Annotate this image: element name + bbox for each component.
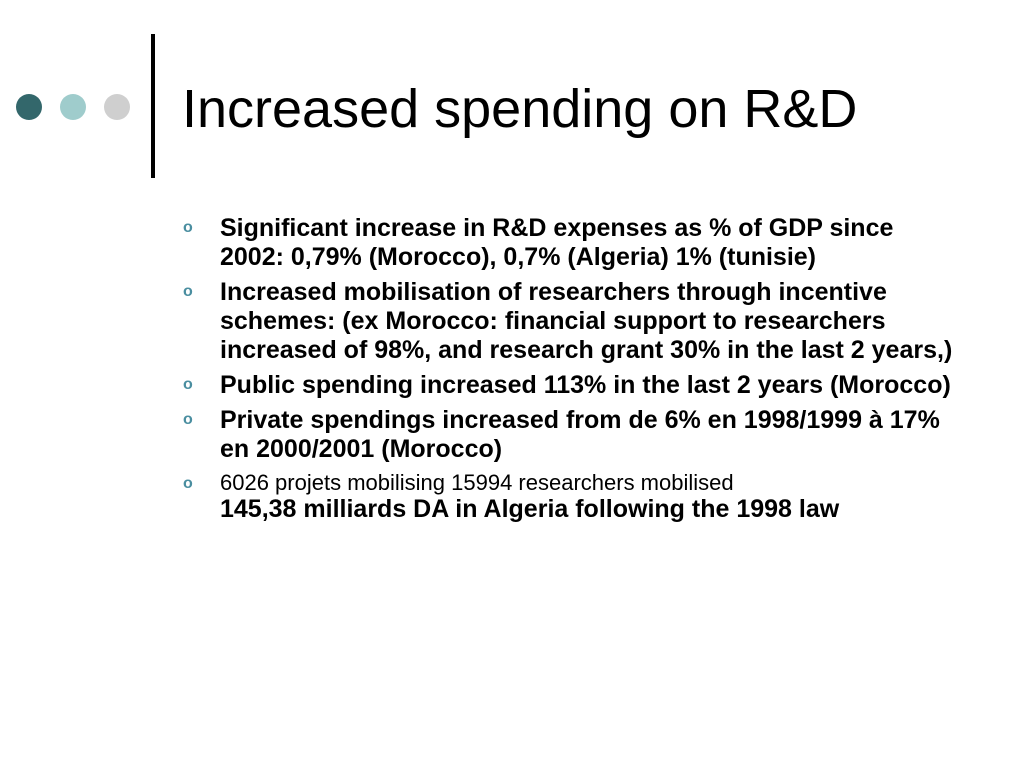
dot-grey: [104, 94, 130, 120]
bullet-item: [183, 214, 953, 272]
bullet-text: Public spending increased 113% in the last 2 years (Morocco): [220, 371, 951, 399]
bullet-marker-icon: o: [183, 283, 193, 300]
bullet-text-line1: 6026 projets mobilising 15994 researchers mobilised: [220, 470, 734, 495]
bullet-marker-icon: o: [183, 219, 193, 236]
dot-dark-teal: [16, 94, 42, 120]
bullet-text: Increased mobilisation of researchers through incentive schemes: (ex Morocco: financial support to researchers increased of 98%, and research grant 30% in the last 2 years,): [220, 278, 953, 364]
bullet-item: [183, 278, 953, 365]
decorative-dots: [16, 94, 136, 122]
bullet-item: [183, 371, 953, 400]
dot-light-teal: [60, 94, 86, 120]
bullet-item: [183, 406, 953, 464]
bullet-marker-icon: o: [183, 376, 193, 393]
bullet-marker-icon: o: [183, 475, 193, 492]
bullet-list: [183, 214, 953, 530]
slide-title: Increased spending on R&D: [182, 79, 858, 139]
bullet-text-line2: 145,38 milliards DA in Algeria following the 1998 law: [220, 495, 840, 523]
bullet-item: [183, 470, 953, 524]
bullet-marker-icon: o: [183, 411, 193, 428]
title-divider: [151, 34, 155, 178]
bullet-text: Significant increase in R&D expenses as % of GDP since 2002: 0,79% (Morocco), 0,7% (Algeria) 1% (tunisie): [220, 214, 894, 271]
bullet-text: Private spendings increased from de 6% en 1998/1999 à 17% en 2000/2001 (Morocco): [220, 406, 940, 463]
